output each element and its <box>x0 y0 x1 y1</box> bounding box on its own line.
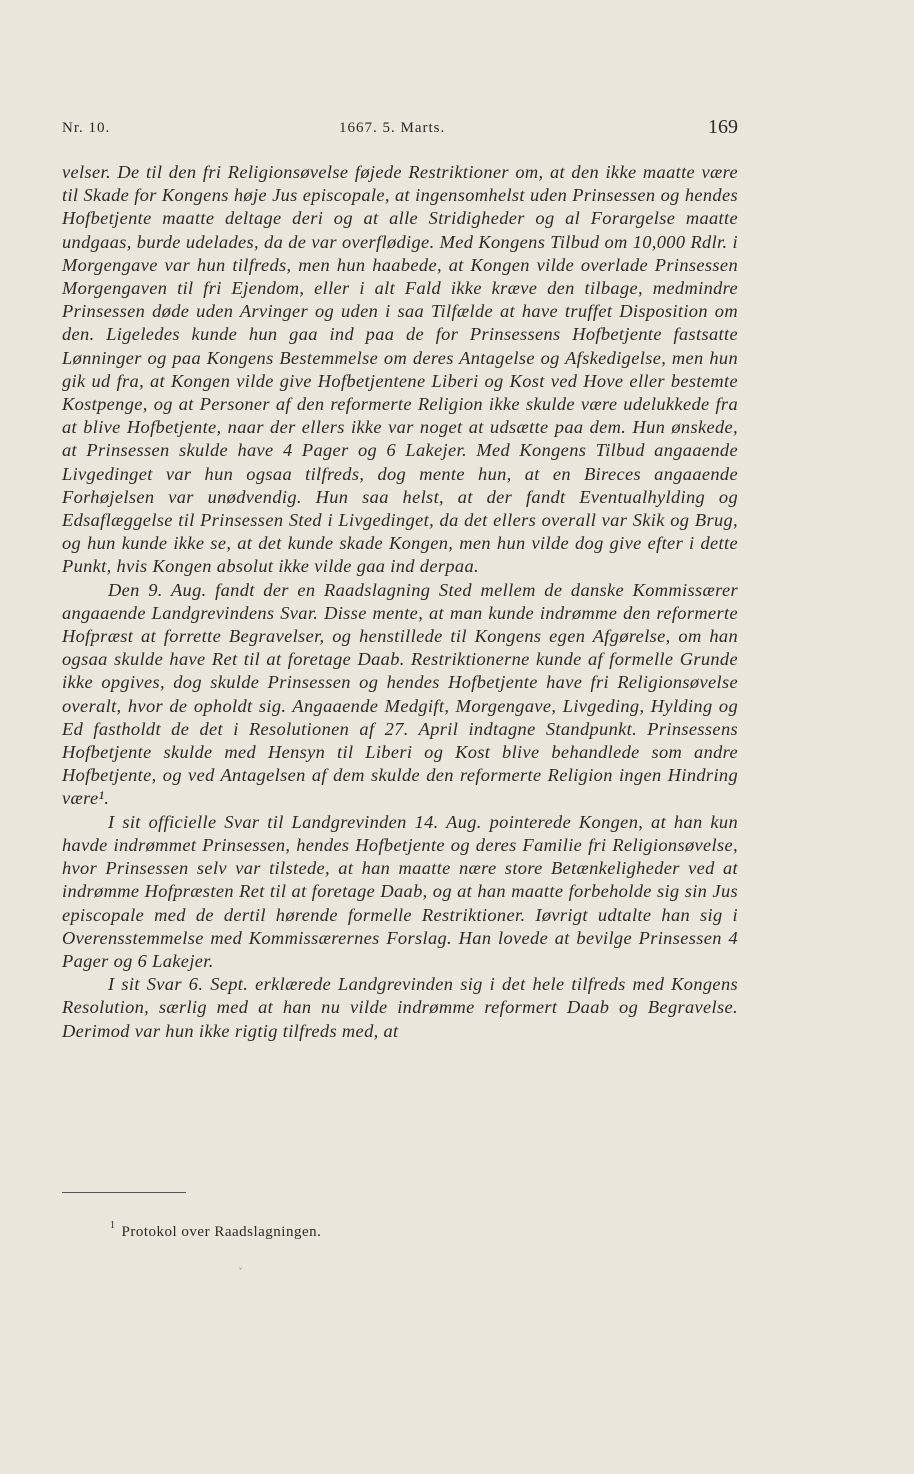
document-date: 1667. 5. Marts. <box>339 120 446 136</box>
footnote-text: Protokol over Raadslagningen. <box>121 1224 322 1240</box>
running-header <box>62 116 738 142</box>
footnote-divider <box>62 1192 186 1193</box>
stray-mark: ˇ <box>238 1268 243 1279</box>
paragraph-3: I sit officielle Svar til Landgrevinden 14. Aug. pointerede Kongen, at han kun havde indrømmet Prinsessen, hendes Hofbetjente og deres Familie fri Religionsøvelse, hvor Prinsessen selv var tilstede, at han maatte nære store Betænkeligheder ved at indrømme Hofpræsten Ret til at foretage Daab, og at han maatte forbeholde sig sin Jus episcopale med de dertil hørende formelle Restriktioner. Iøvrigt udtalte han sig i Overensstemmelse med Kommissærernes Forslag. Han lovede at bevilge Prinsessen 4 Pager og 6 Lakejer. <box>62 811 738 971</box>
footnote <box>110 1222 321 1241</box>
footnote-marker: 1 <box>110 1220 116 1231</box>
paragraph-1: velser. De til den fri Religionsøvelse føjede Restriktioner om, at den ikke maatte være til Skade for Kongens høje Jus episcopale, at ingensomhelst uden Prinsessen og hendes Hofbetjente maatte deltage deri og at alle Stridigheder og al Forargelse maatte undgaas, burde udelades, da de var overflødige. Med Kongens Tilbud om 10,000 Rdlr. i Morgengave var hun tilfreds, men hun haabede, at Kongen vilde overlade Prinsessen Morgengaven til fri Ejendom, eller i alt Fald ikke kræve den tilbage, medmindre Prinsessen døde uden Arvinger og uden i saa Tilfælde at have truffet Disposition om den. Ligeledes kunde hun gaa ind paa de for Prinsessens Hofbetjente fastsatte Lønninger og paa Kongens Bestemmelse om deres Antagelse og Afskedigelse, men hun gik ud fra, at Kongen vilde give Hofbetjentene Liberi og Kost ved Hove eller bestemte Kostpenge, og at Personer af den reformerte Religion ikke skulde være udelukkede fra at blive Hofbetjente, naar der ellers ikke var noget at udsætte paa dem. Hun ønskede, at Prinsessen skulde have 4 Pager og 6 Lakejer. Med Kongens Tilbud angaaende Livgedinget var hun ogsaa tilfreds, dog mente hun, at en Bireces angaaende Forhøjelsen var unødvendig. Hun saa helst, at der fandt Eventualhylding og Edsaflæggelse til Prinsessen Sted i Livgedinget, da det ellers overall var Skik og Brug, og hun kunde ikke se, at det kunde skade Kongen, men hun vilde dog give efter i dette Punkt, hvis Kongen absolut ikke vilde gaa ind derpaa. <box>62 162 738 577</box>
document-number: Nr. 10. <box>62 120 111 136</box>
paragraph-4: I sit Svar 6. Sept. erklærede Landgrevinden sig i det hele tilfreds med Kongens Resolution, særlig med at han nu vilde indrømme reformert Daab og Begravelse. Derimod var hun ikke rigtig tilfreds med, at <box>62 974 738 1041</box>
page-number: 169 <box>708 116 738 138</box>
paragraph-2: Den 9. Aug. fandt der en Raadslagning Sted mellem de danske Kommissærer angaaende Landgrevindens Svar. Disse mente, at man kunde indrømme den reformerte Hofpræst at forrette Begravelser, og henstillede til Kongens egen Afgørelse, om han ogsaa skulde have Ret til at foretage Daab. Restriktionerne kunde af formelle Grunde ikke opgives, dog skulde Prinsessen og hendes Hofbetjente have fri Religionsøvelse overalt, hvor de opholdt sig. Angaaende Medgift, Morgengave, Livgeding, Hylding og Ed fastholdt de det i Resolutionen af 27. April indtagne Standpunkt. Prinsessens Hofbetjente skulde med Hensyn til Liberi og Kost blive behandlede som andre Hofbetjente, og ved Antagelsen af dem skulde den reformerte Religion ingen Hindring være¹. <box>62 579 738 809</box>
main-text <box>62 161 738 1043</box>
